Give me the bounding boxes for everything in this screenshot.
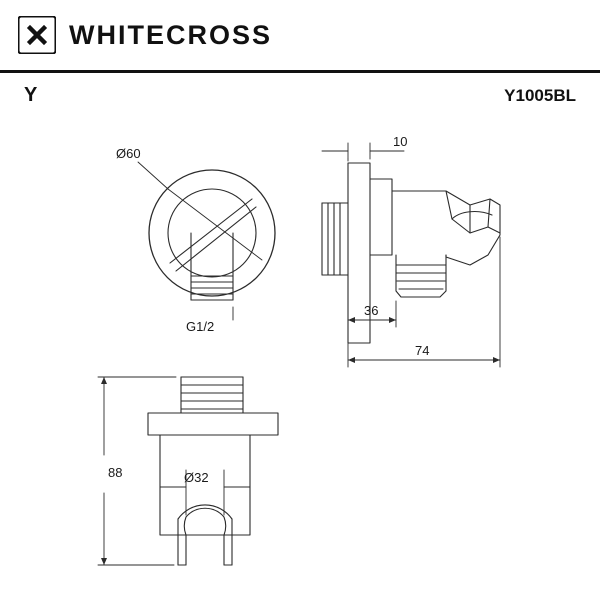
label-height: 88: [108, 465, 123, 480]
label-body-depth: 36: [364, 303, 379, 318]
brand-header: [0, 0, 600, 70]
side-view: [322, 163, 500, 343]
brand-name: WHITECROSS: [69, 19, 273, 50]
header-divider: [0, 70, 600, 73]
technical-drawing: [0, 115, 600, 600]
whitecross-x-logo-icon: [18, 16, 56, 54]
dimension-plate-thickness: [322, 143, 404, 163]
label-outer-diameter: Ø60: [116, 146, 141, 161]
front-view: [138, 162, 275, 320]
label-thread-size: G1/2: [186, 319, 215, 334]
model-number: Y1005BL: [504, 86, 576, 105]
drawing-canvas: [0, 115, 600, 600]
label-total-depth: 74: [415, 343, 430, 358]
bottom-view: [148, 377, 278, 565]
label-holder-diameter: Ø32: [184, 470, 209, 485]
series-label: Y: [24, 84, 38, 106]
label-plate-thickness: 10: [393, 134, 408, 149]
